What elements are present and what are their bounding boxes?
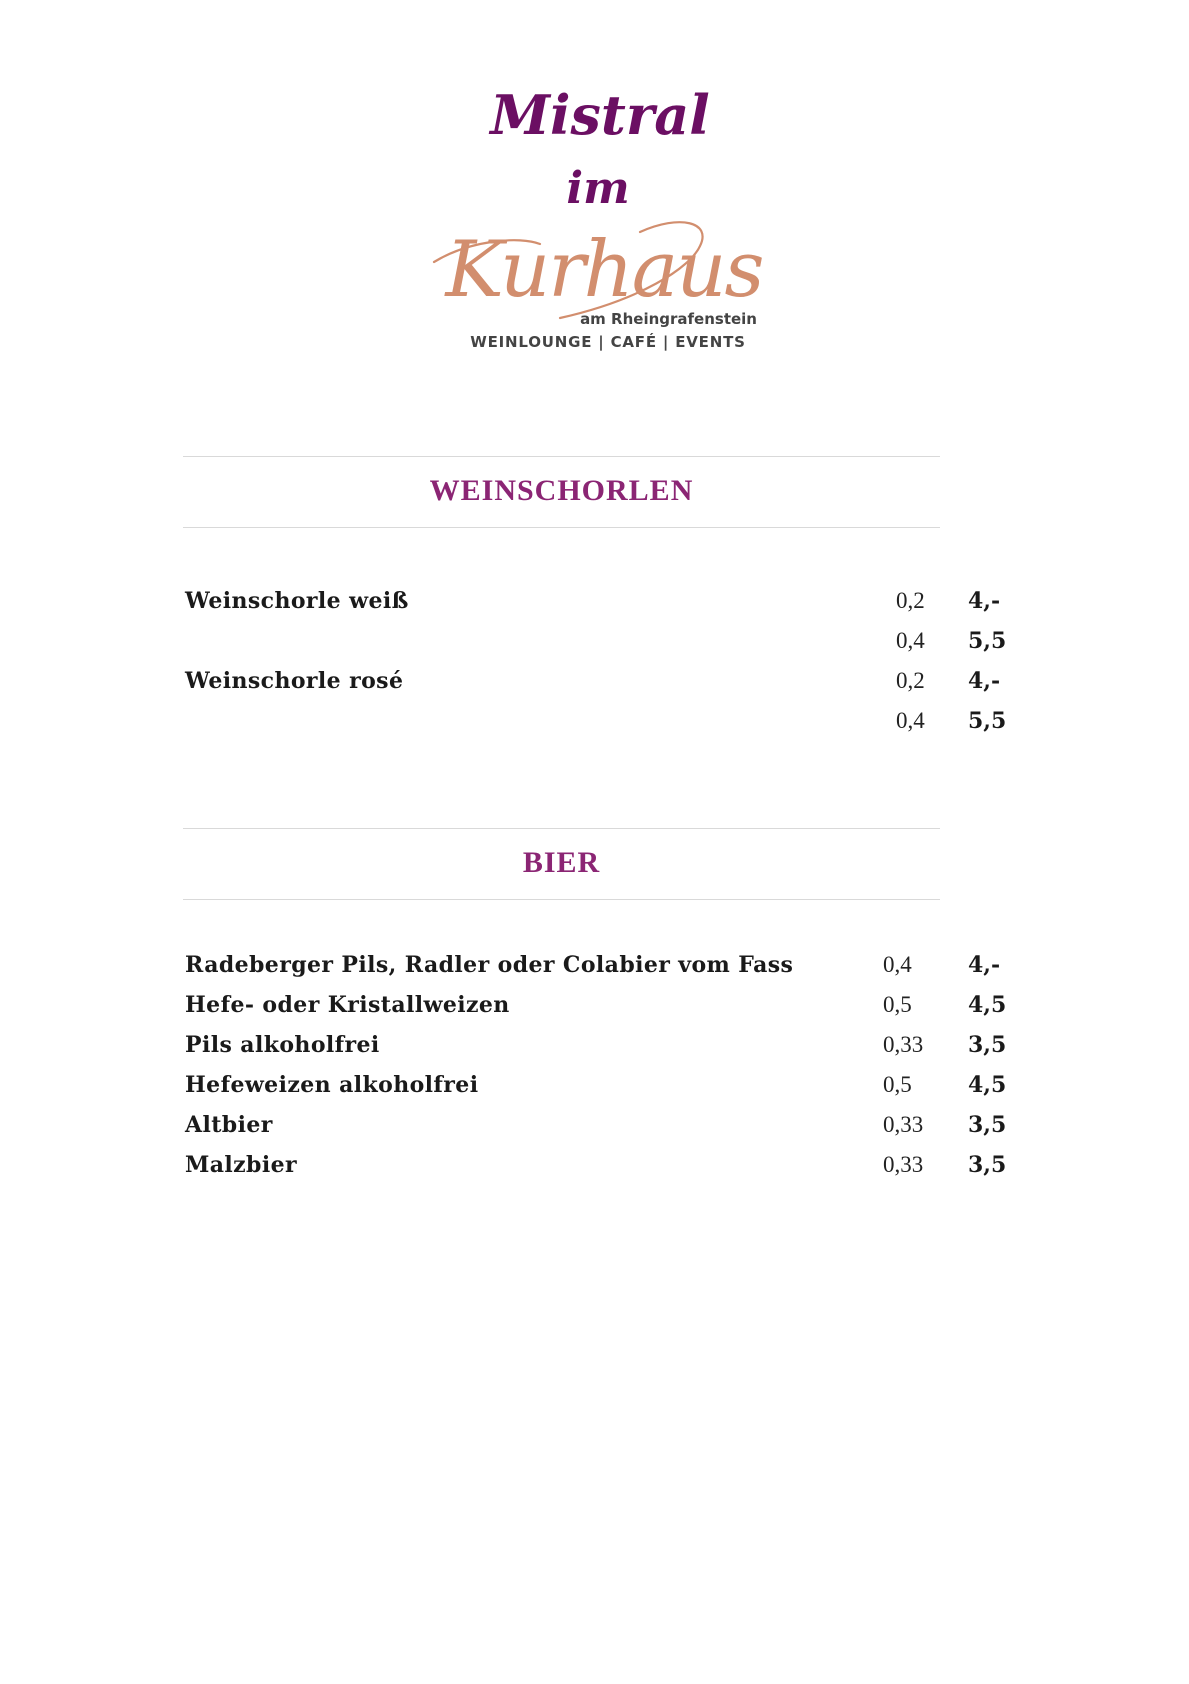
menu-row (0, 701, 1189, 741)
menu-row (0, 1065, 1189, 1105)
item-price: 4,5 (968, 992, 1007, 1018)
item-price: 3,5 (968, 1112, 1007, 1138)
menu-row (0, 1145, 1189, 1185)
section-bottom-rule (183, 899, 940, 900)
item-price: 5,5 (968, 708, 1007, 734)
logo (0, 0, 1189, 370)
menu-row (0, 945, 1189, 985)
item-price: 4,- (968, 588, 1001, 614)
section-title: WEINSCHORLEN (429, 474, 694, 507)
item-name: Radeberger Pils, Radler oder Colabier vom Fass (185, 952, 794, 978)
item-size: 0,5 (883, 1072, 912, 1097)
section-top-rule (183, 828, 940, 829)
logo-subtitle: am Rheingrafenstein (580, 310, 757, 328)
item-size: 0,2 (896, 588, 925, 613)
item-size: 0,2 (896, 668, 925, 693)
item-name: Weinschorle rosé (185, 668, 404, 694)
item-size: 0,4 (883, 952, 912, 977)
item-size: 0,4 (896, 708, 925, 733)
item-price: 3,5 (968, 1032, 1007, 1058)
item-name: Weinschorle weiß (185, 588, 409, 614)
item-name: Hefeweizen alkoholfrei (185, 1072, 479, 1098)
item-size: 0,33 (883, 1152, 924, 1177)
item-price: 4,- (968, 952, 1001, 978)
section-bottom-rule (183, 527, 940, 528)
section-title: BIER (522, 846, 601, 879)
item-size: 0,33 (883, 1032, 924, 1057)
item-price: 4,5 (968, 1072, 1007, 1098)
section-top-rule (183, 456, 940, 457)
logo-im: im (566, 163, 630, 214)
item-price: 4,- (968, 668, 1001, 694)
item-name: Hefe- oder Kristallweizen (185, 992, 510, 1018)
menu-row (0, 1105, 1189, 1145)
menu-row (0, 1025, 1189, 1065)
item-name: Altbier (185, 1112, 273, 1138)
item-size: 0,4 (896, 628, 925, 653)
logo-graphic (0, 0, 1189, 370)
item-size: 0,33 (883, 1112, 924, 1137)
logo-kurhaus: Kurhaus (445, 225, 763, 315)
item-size: 0,5 (883, 992, 912, 1017)
item-price: 3,5 (968, 1152, 1007, 1178)
item-name: Pils alkoholfrei (185, 1032, 380, 1058)
menu-row (0, 661, 1189, 701)
item-name: Malzbier (185, 1152, 297, 1178)
menu-row (0, 621, 1189, 661)
menu-row (0, 581, 1189, 621)
logo-tagline: WEINLOUNGE | CAFÉ | EVENTS (470, 333, 746, 351)
menu-row (0, 985, 1189, 1025)
item-price: 5,5 (968, 628, 1007, 654)
logo-mistral: Mistral (490, 83, 710, 147)
